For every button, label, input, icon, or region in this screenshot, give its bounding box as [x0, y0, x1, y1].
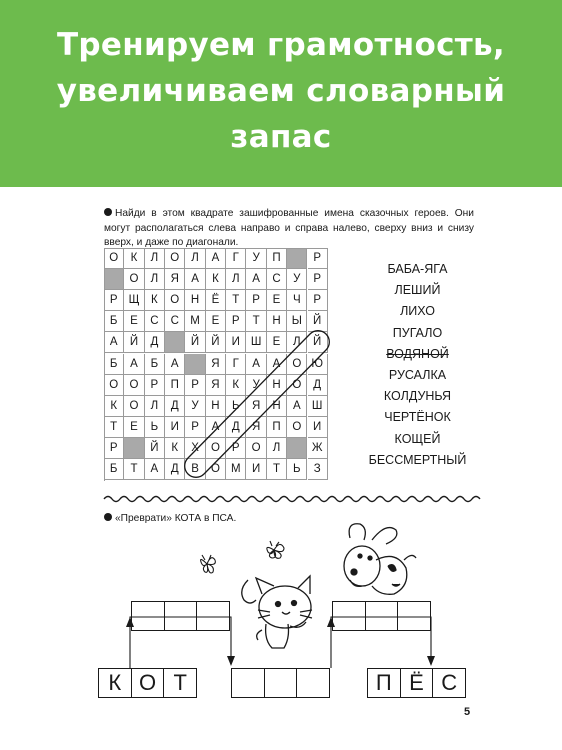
grid-cell[interactable]: Й [145, 438, 165, 459]
grid-cell[interactable]: Р [185, 375, 205, 396]
grid-cell[interactable]: Х [185, 438, 205, 459]
grid-cell[interactable]: Д [165, 396, 185, 417]
arrow-down-icon [427, 656, 435, 666]
grid-cell[interactable]: Я [246, 417, 266, 438]
letter-cell: Ё [401, 669, 434, 697]
grid-cell[interactable]: К [104, 396, 124, 417]
task1-text: Найди в этом квадрате зашифрованные имена сказочных героев. Они могут располагаться слева направо и справа налево, сверху вниз и снизу вверх, и даже по диагонали. [104, 208, 474, 248]
grid-cell[interactable]: Р [185, 417, 205, 438]
grid-cell[interactable]: О [287, 375, 307, 396]
answer-box-lower-middle[interactable] [231, 668, 330, 698]
grid-cell[interactable]: Р [308, 248, 328, 269]
grid-cell[interactable]: Щ [124, 290, 144, 311]
grid-cell[interactable]: Л [267, 438, 287, 459]
title-line-1: Тренируем грамотность, [56, 27, 505, 63]
grid-cell[interactable]: У [185, 396, 205, 417]
grid-cell[interactable]: Ь [287, 459, 307, 480]
letter-cell: П [368, 669, 401, 697]
word-list-item: РУСАЛКА [388, 368, 447, 383]
grid-cell[interactable]: Р [246, 290, 266, 311]
grid-cell[interactable]: О [124, 375, 144, 396]
cat-illustration [242, 576, 312, 648]
grid-cell[interactable]: У [287, 269, 307, 290]
grid-cell[interactable]: Я [206, 375, 226, 396]
title-line-2: увеличиваем словарный [56, 73, 506, 109]
grid-cell[interactable]: Д [226, 417, 246, 438]
grid-cell[interactable]: П [267, 417, 287, 438]
grid-cell[interactable]: С [145, 311, 165, 332]
diagonal-word-outline [185, 331, 330, 478]
grid-cell[interactable]: Б [145, 354, 165, 375]
grid-cell[interactable]: Ш [308, 396, 328, 417]
butterfly-icon [201, 555, 216, 573]
grid-cell[interactable]: О [104, 248, 124, 269]
grid-cell[interactable]: Я [206, 354, 226, 375]
grid-cell[interactable]: И [226, 332, 246, 353]
grid-cell[interactable]: К [124, 248, 144, 269]
arrow-down-icon [227, 656, 235, 666]
grid-cell[interactable]: А [185, 269, 205, 290]
grid-cell[interactable]: А [287, 396, 307, 417]
grid-cell[interactable]: Н [206, 396, 226, 417]
grid-cell[interactable]: Р [145, 375, 165, 396]
word-list-item: БЕССМЕРТНЫЙ [368, 452, 467, 467]
grid-cell[interactable]: Б [104, 354, 124, 375]
grid-cell[interactable]: О [124, 396, 144, 417]
grid-cell[interactable]: О [287, 354, 307, 375]
grid-cell[interactable]: Р [226, 311, 246, 332]
grid-cell[interactable]: А [206, 248, 226, 269]
grid-cell[interactable]: А [206, 417, 226, 438]
word-list-item: ЛЕШИЙ [394, 283, 441, 298]
grid-cell[interactable]: Л [226, 269, 246, 290]
letter-cell[interactable] [132, 602, 165, 630]
letter-cell[interactable] [197, 602, 229, 630]
word-list-item: ЛИХО [400, 304, 435, 319]
grid-cell[interactable]: А [145, 459, 165, 480]
grid-cell[interactable]: Й [308, 332, 328, 353]
grid-cell[interactable]: П [267, 248, 287, 269]
grid-cell[interactable]: С [267, 269, 287, 290]
grid-cell[interactable]: М [226, 459, 246, 480]
grid-cell[interactable]: Д [145, 332, 165, 353]
grid-cell[interactable]: Й [206, 332, 226, 353]
title-line-3: запас [230, 119, 332, 155]
grid-cell[interactable]: Е [267, 332, 287, 353]
dog-illustration [344, 524, 416, 595]
task2-text: «Преврати» КОТА в ПСА. [115, 513, 237, 524]
grid-cell[interactable]: О [165, 290, 185, 311]
grid-cell[interactable]: У [246, 375, 266, 396]
end-word-box [367, 668, 466, 698]
grid-cell[interactable]: И [308, 417, 328, 438]
grid-cell[interactable]: З [308, 459, 328, 480]
grid-cell[interactable]: Н [267, 311, 287, 332]
grid-cell[interactable]: Р [104, 290, 124, 311]
grid-cell[interactable]: Б [104, 459, 124, 480]
grid-cell[interactable]: Т [226, 290, 246, 311]
grid-cell[interactable]: А [104, 332, 124, 353]
grid-cell[interactable]: Л [185, 248, 205, 269]
grid-cell[interactable]: О [206, 438, 226, 459]
grid-cell[interactable]: Ы [287, 311, 307, 332]
grid-cell[interactable]: О [104, 375, 124, 396]
word-list-item: БАБА-ЯГА [387, 262, 448, 276]
grid-cell[interactable]: Г [226, 248, 246, 269]
letter-cell[interactable] [398, 602, 430, 630]
grid-cell[interactable]: Л [287, 332, 307, 353]
grid-cell[interactable]: Е [267, 290, 287, 311]
grid-cell[interactable]: Р [308, 290, 328, 311]
butterfly-icon [267, 541, 284, 558]
grid-cell[interactable]: И [246, 459, 266, 480]
letter-cell[interactable] [366, 602, 399, 630]
letter-cell[interactable] [165, 602, 198, 630]
grid-cell[interactable]: О [206, 459, 226, 480]
word-list-item: КОЩЕЙ [394, 431, 441, 446]
grid-cell[interactable]: Й [308, 311, 328, 332]
grid-cell[interactable]: Г [226, 354, 246, 375]
letter-cell: С [441, 670, 458, 695]
grid-cell[interactable]: Й [124, 332, 144, 353]
grid-cell[interactable]: Л [145, 396, 165, 417]
grid-cell[interactable]: Н [267, 396, 287, 417]
grid-cell[interactable]: Р [308, 269, 328, 290]
grid-cell[interactable]: У [246, 248, 266, 269]
grid-cell[interactable]: Е [124, 417, 144, 438]
grid-cell[interactable]: Ь [226, 396, 246, 417]
grid-cell[interactable]: Е [124, 311, 144, 332]
word-list-item: ПУГАЛО [392, 325, 443, 340]
grid-cell[interactable]: А [246, 269, 266, 290]
letter-cell[interactable] [265, 669, 298, 697]
wavy-divider [104, 497, 480, 502]
grid-cell[interactable]: Т [104, 417, 124, 438]
grid-cell[interactable]: А [165, 354, 185, 375]
grid-cell[interactable]: Д [308, 375, 328, 396]
bullet-icon [104, 513, 112, 521]
letter-cell: Т [173, 670, 187, 695]
grid-cell[interactable]: О [287, 417, 307, 438]
grid-cell[interactable]: Ч [287, 290, 307, 311]
grid-cell[interactable]: Б [104, 311, 124, 332]
grid-cell[interactable]: Ш [246, 332, 266, 353]
grid-cell[interactable]: Я [165, 269, 185, 290]
grid-cell[interactable]: Р [104, 438, 124, 459]
task2-instruction [104, 513, 236, 524]
grid-cell[interactable]: Д [165, 459, 185, 480]
grid-cell[interactable]: К [145, 290, 165, 311]
grid-cell[interactable]: Т [246, 311, 266, 332]
grid-cell[interactable]: О [124, 269, 144, 290]
grid-cell[interactable]: Р [226, 438, 246, 459]
grid-cell[interactable]: О [246, 438, 266, 459]
grid-cell[interactable]: А [267, 354, 287, 375]
grid-cell[interactable]: К [165, 438, 185, 459]
grid-cell[interactable]: Я [246, 396, 266, 417]
letter-cell: О [132, 669, 165, 697]
letter-cell[interactable] [232, 669, 265, 697]
grid-cell[interactable]: А [246, 354, 266, 375]
grid-cell[interactable]: С [165, 311, 185, 332]
start-word-box [98, 668, 197, 698]
grid-cell[interactable]: И [165, 417, 185, 438]
grid-cell[interactable]: Ж [308, 438, 328, 459]
grid-cell[interactable]: М [185, 311, 205, 332]
word-list [355, 259, 480, 471]
word-list-item: КОЛДУНЬЯ [383, 389, 452, 404]
grid-cell[interactable]: Л [145, 248, 165, 269]
word-list-item: ЧЕРТЁНОК [384, 410, 451, 425]
letter-cell[interactable] [333, 602, 366, 630]
answer-box-upper-right[interactable] [332, 601, 431, 631]
grid-cell[interactable]: К [226, 375, 246, 396]
grid-cell[interactable]: Й [185, 332, 205, 353]
grid-cell[interactable]: Ь [145, 417, 165, 438]
grid-cell[interactable]: О [165, 248, 185, 269]
grid-cell[interactable]: Л [145, 269, 165, 290]
letter-cell[interactable] [297, 669, 329, 697]
grid-cell[interactable]: А [124, 354, 144, 375]
grid-cell[interactable]: Т [267, 459, 287, 480]
grid-cell[interactable]: Н [185, 290, 205, 311]
grid-cell[interactable]: Ё [206, 290, 226, 311]
grid-cell[interactable]: Т [124, 459, 144, 480]
page-number: 5 [464, 706, 471, 718]
grid-cell[interactable]: В [185, 459, 205, 480]
grid-cell[interactable]: Н [267, 375, 287, 396]
letter-cell: К [99, 669, 132, 697]
grid-cell[interactable]: П [165, 375, 185, 396]
answer-box-upper-left[interactable] [131, 601, 230, 631]
grid-cell[interactable]: Е [206, 311, 226, 332]
grid-cell[interactable]: Ю [308, 354, 328, 375]
grid-cell[interactable]: К [206, 269, 226, 290]
word-list-item-found: ВОДЯНОЙ [386, 346, 449, 361]
